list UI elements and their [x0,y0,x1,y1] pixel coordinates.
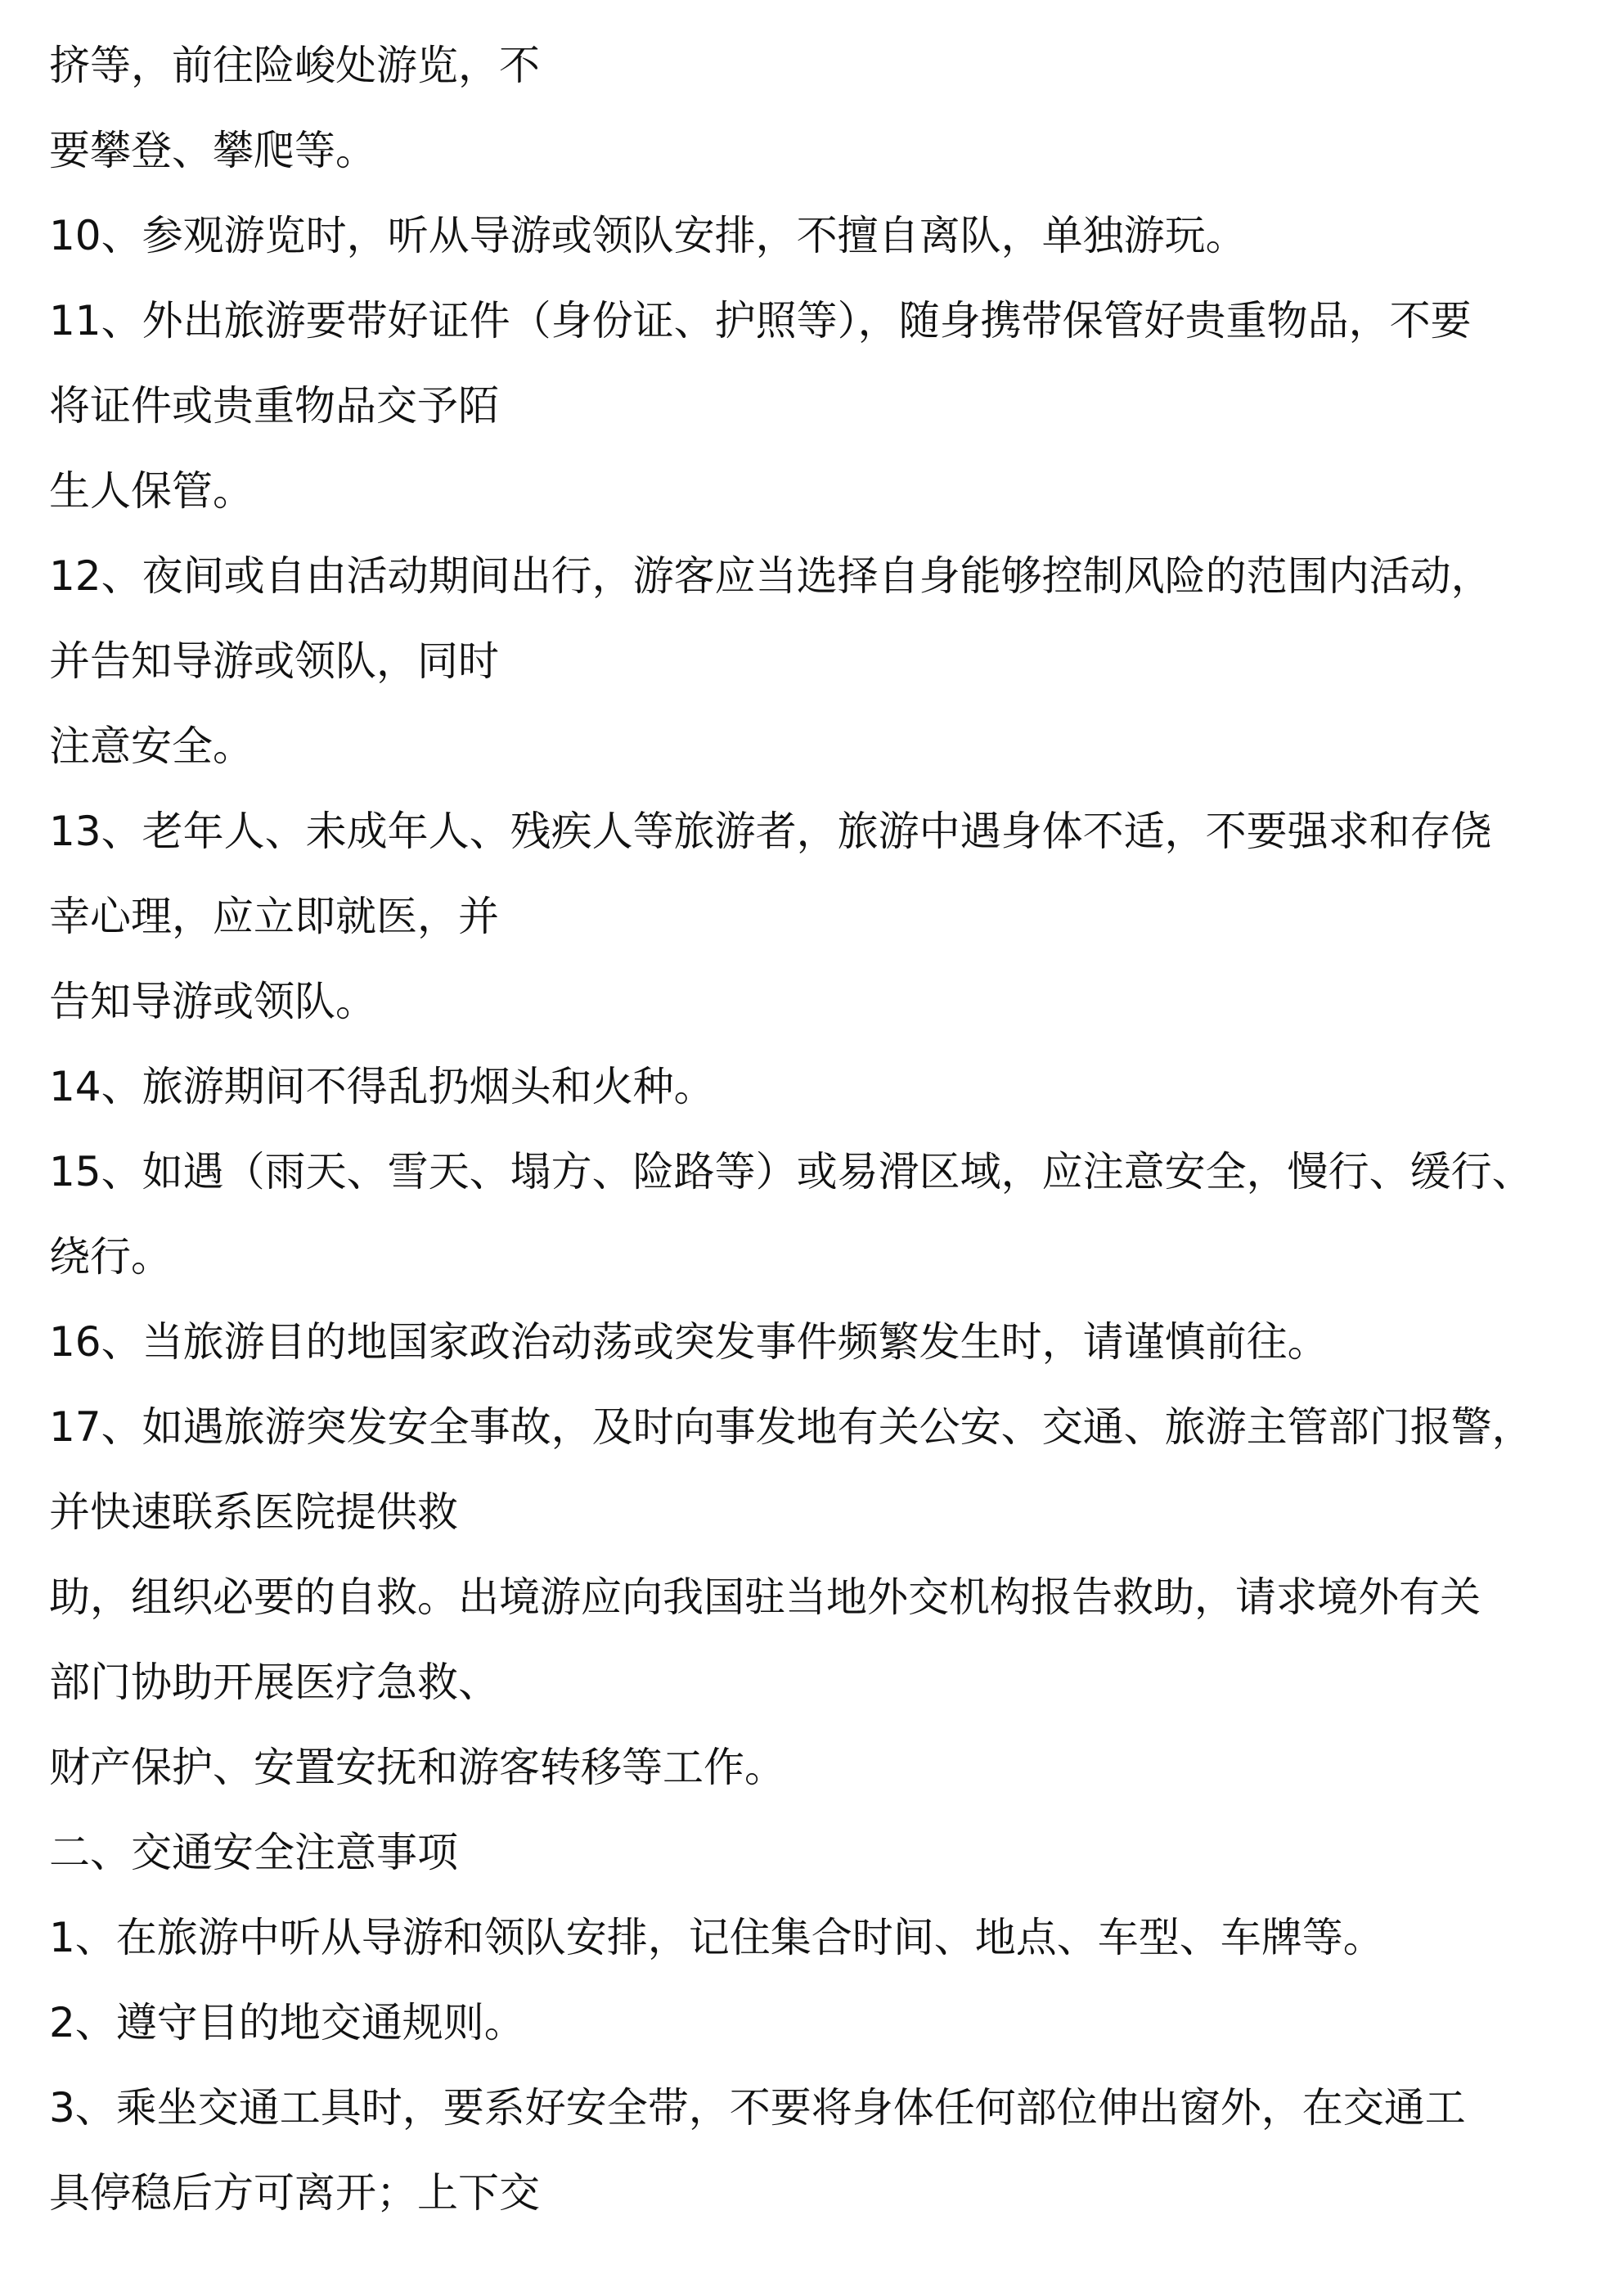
text-line: 11、外出旅游要带好证件（身份证、护照等），随身携带保管好贵重物品，不要 [49,297,1472,344]
text-line: 助，组织必要的自救。出境游应向我国驻当地外交机构报告救助，请求境外有关 [49,1573,1481,1621]
text-line: 15、如遇（雨天、雪天、塌方、险路等）或易滑区域，应注意安全，慢行、缓行、 [49,1148,1533,1195]
text-line: 3、乘坐交通工具时，要系好安全带，不要将身体任何部位伸出窗外，在交通工 [49,2084,1466,2132]
text-line: 绕行。 [49,1233,172,1281]
text-line: 挤等，前往险峻处游览，不 [49,42,540,89]
text-line: 财产保护、安置安抚和游客转移等工作。 [49,1744,785,1791]
text-line: 16、当旅游目的地国家政治动荡或突发事件频繁发生时，请谨慎前往。 [49,1318,1329,1366]
text-line: 要攀登、攀爬等。 [49,127,376,174]
text-line: 17、如遇旅游突发安全事故，及时向事发地有关公安、交通、旅游主管部门报警， [49,1403,1533,1451]
text-line: 告知导游或领队。 [49,978,376,1025]
text-line: 10、参观游览时，听从导游或领队安排，不擅自离队，单独游玩。 [49,212,1247,259]
text-line: 1、在旅游中听从导游和领队安排，记住集合时间、地点、车型、车牌等。 [49,1914,1384,1961]
text-line: 并快速联系医院提供救 [49,1488,458,1536]
text-line: 12、夜间或自由活动期间出行，游客应当选择自身能够控制风险的范围内活动， [49,552,1492,600]
text-line: 幸心理，应立即就医，并 [49,893,499,940]
text-line: 2、遵守目的地交通规则。 [49,1999,525,2046]
text-line: 部门协助开展医疗急救、 [49,1659,499,1706]
text-line: 并告知导游或领队，同时 [49,637,499,685]
text-line: 将证件或贵重物品交予陌 [49,382,499,430]
text-line: 注意安全。 [49,723,254,770]
text-line: 生人保管。 [49,467,254,515]
section-heading: 二、交通安全注意事项 [49,1829,458,1876]
text-line: 14、旅游期间不得乱扔烟头和火种。 [49,1063,715,1110]
text-line: 具停稳后方可离开；上下交 [49,2169,540,2217]
text-line: 13、老年人、未成年人、残疾人等旅游者，旅游中遇身体不适，不要强求和存侥 [49,808,1492,855]
